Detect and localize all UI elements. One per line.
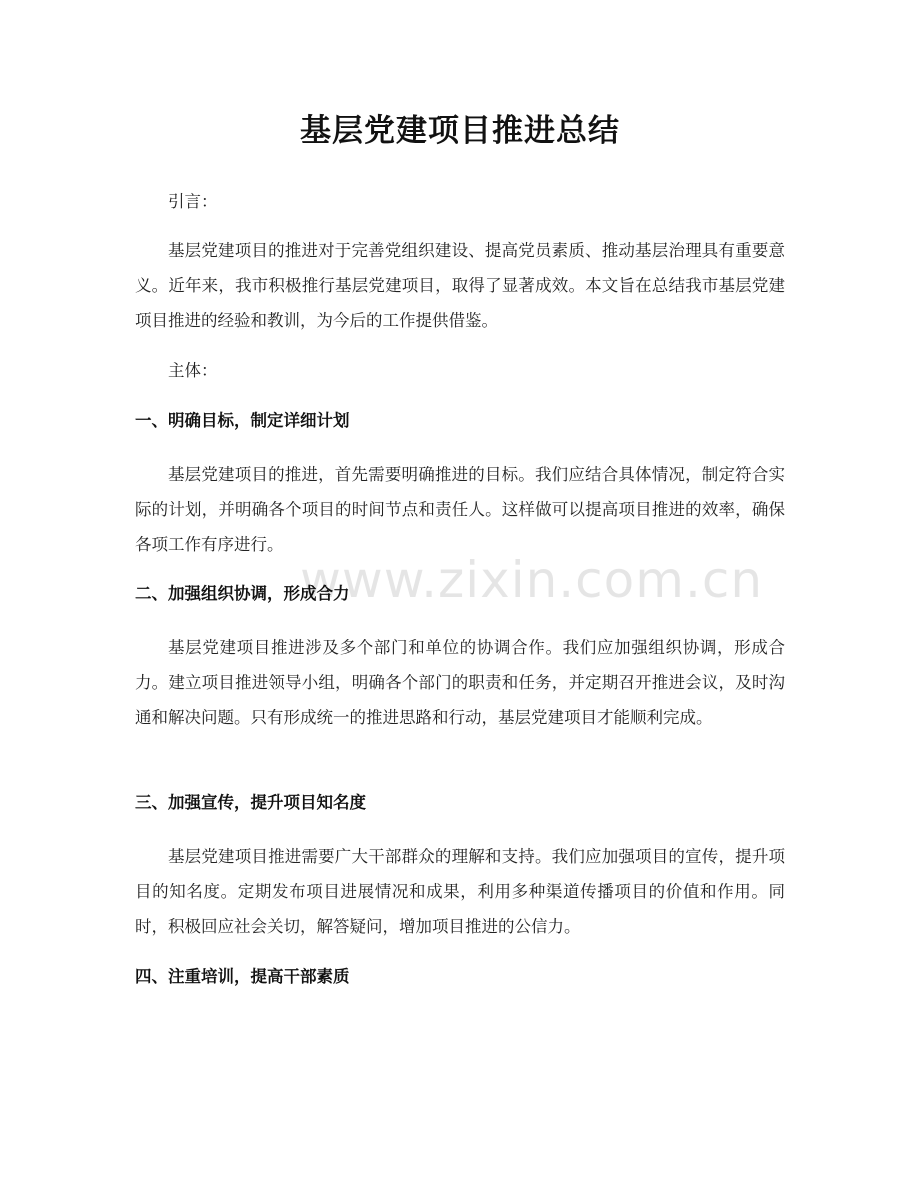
body-label: 主体：	[168, 361, 218, 380]
section-1-paragraph: 基层党建项目的推进，首先需要明确推进的目标。我们应结合具体情况，制定符合实际的计划，并明确各个项目的时间节点和责任人。这样做可以提高项目推进的效率，确保各项工作有序进行。	[135, 465, 785, 554]
document-title: 基层党建项目推进总结	[300, 113, 620, 149]
section-3-heading: 三、加强宣传，提升项目知名度	[135, 793, 366, 812]
section-4-heading: 四、注重培训，提高干部素质	[135, 967, 350, 986]
intro-label: 引言：	[168, 192, 218, 211]
section-2-paragraph: 基层党建项目推进涉及多个部门和单位的协调合作。我们应加强组织协调，形成合力。建立项目推进领导小组，明确各个部门的职责和任务，并定期召开推进会议，及时沟通和解决问题。只有形成统一的推进思路和行动，基层党建项目才能顺利完成。	[135, 638, 785, 727]
watermark: www.zixin.com.cn	[300, 551, 764, 609]
section-3-paragraph: 基层党建项目推进需要广大干部群众的理解和支持。我们应加强项目的宣传，提升项目的知名度。定期发布项目进展情况和成果，利用多种渠道传播项目的价值和作用。同时，积极回应社会关切，解答疑问，增加项目推进的公信力。	[135, 847, 785, 936]
section-1-heading: 一、明确目标，制定详细计划	[135, 411, 350, 430]
intro-paragraph: 基层党建项目的推进对于完善党组织建设、提高党员素质、推动基层治理具有重要意义。近年来，我市积极推行基层党建项目，取得了显著成效。本文旨在总结我市基层党建项目推进的经验和教训，为今后的工作提供借鉴。	[135, 241, 785, 330]
section-2-heading: 二、加强组织协调，形成合力	[135, 584, 350, 603]
